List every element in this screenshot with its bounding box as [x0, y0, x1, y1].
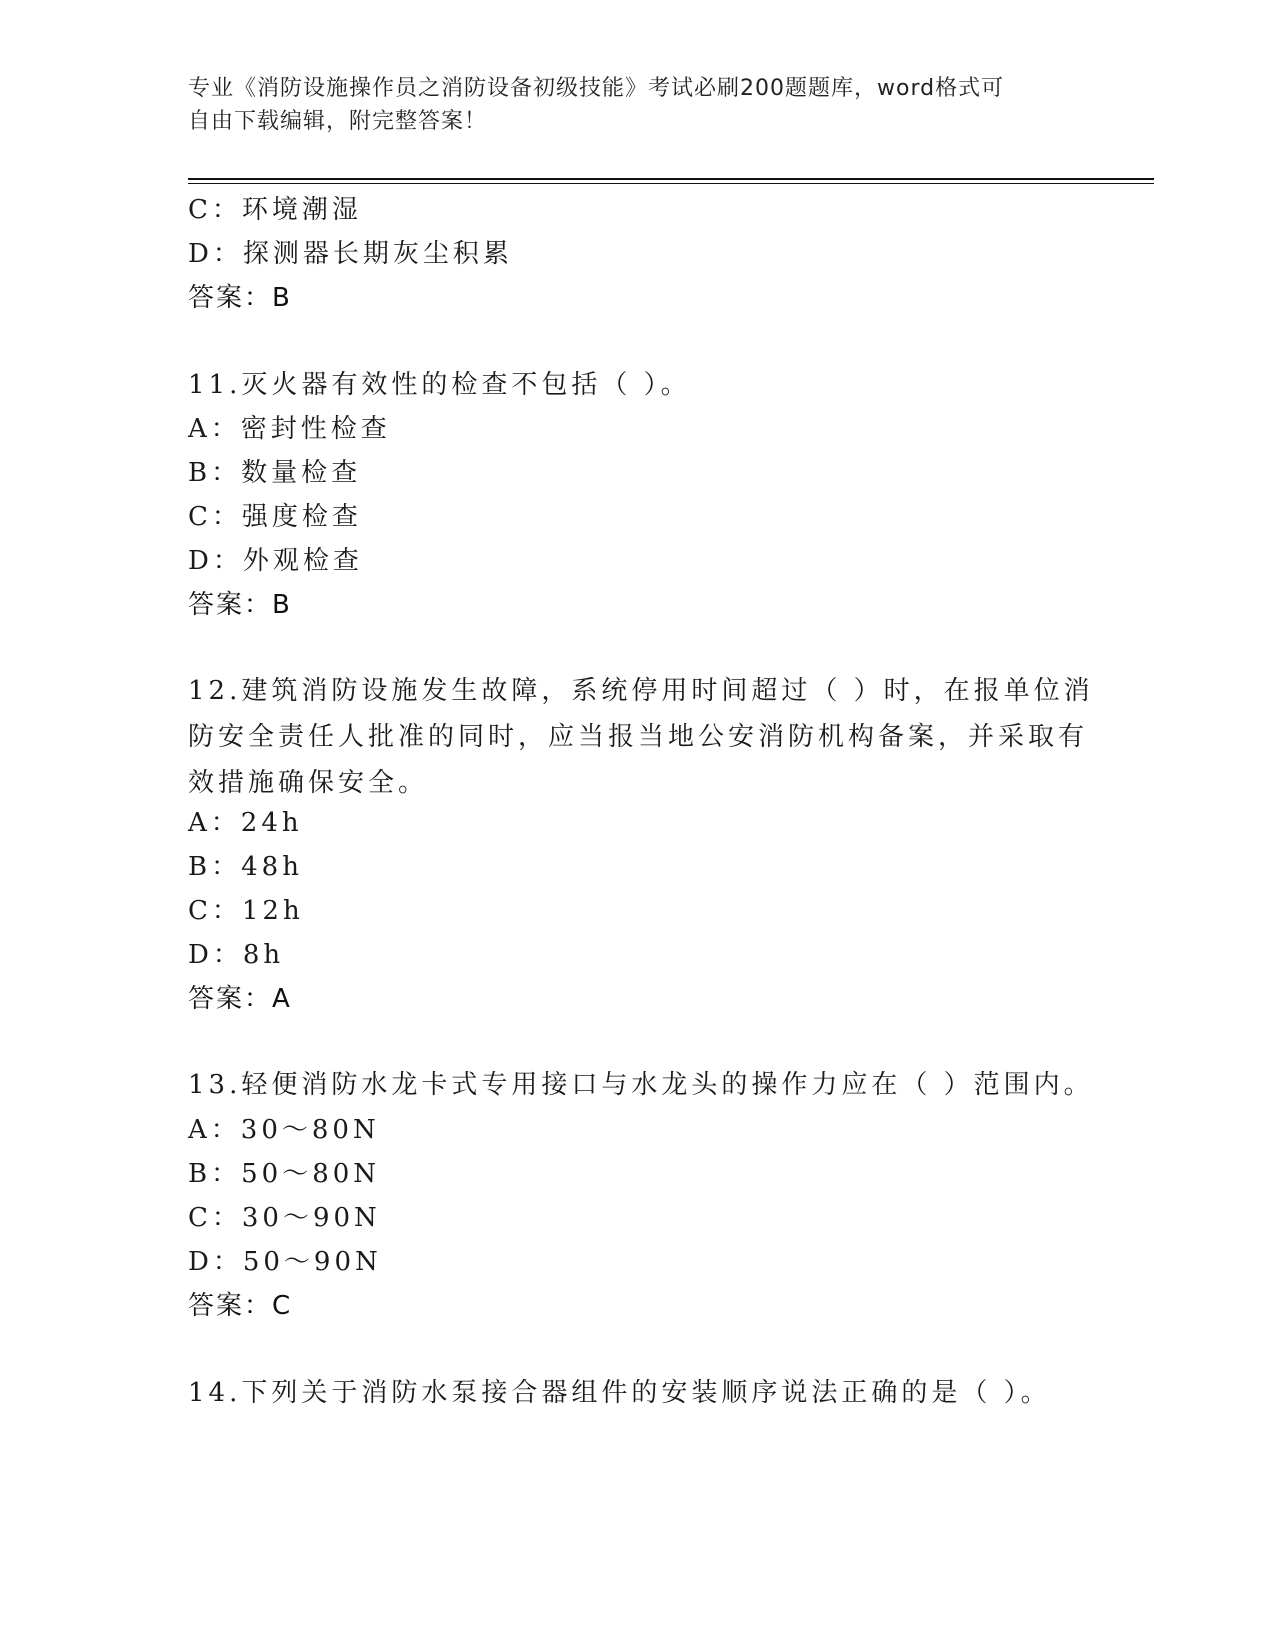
question-stem: 11.灭火器有效性的检查不包括（ ）。	[188, 370, 691, 400]
answer: 答案：A	[188, 984, 292, 1014]
answer: 答案：B	[188, 283, 292, 313]
answer: 答案：C	[188, 1291, 293, 1321]
document-title-line-1: 专业《消防设施操作员之消防设备初级技能》考试必刷200题题库，word格式可	[188, 76, 1005, 101]
option-b: B：50～80N	[188, 1159, 381, 1189]
option-d: D：探测器长期灰尘积累	[188, 239, 513, 269]
option-c: C：30～90N	[188, 1203, 381, 1233]
document-title	[188, 72, 1088, 138]
answer: 答案：B	[188, 590, 292, 620]
question-stem	[188, 668, 1094, 806]
question-stem: 14.下列关于消防水泵接合器组件的安装顺序说法正确的是（ ）。	[188, 1378, 1051, 1408]
question-stem-line-3: 效措施确保安全。	[188, 768, 429, 798]
question-stem-line-1: 12.建筑消防设施发生故障，系统停用时间超过（ ）时，在报单位消	[188, 676, 1094, 706]
option-a: A：24h	[188, 808, 303, 838]
option-c: C：环境潮湿	[188, 195, 362, 225]
option-d: D：8h	[188, 940, 285, 970]
header-divider-thin	[188, 183, 1154, 184]
option-d: D：50～90N	[188, 1247, 382, 1277]
option-b: B：48h	[188, 852, 303, 882]
option-a: A：密封性检查	[188, 414, 391, 444]
option-c: C：12h	[188, 896, 304, 926]
question-stem: 13.轻便消防水龙卡式专用接口与水龙头的操作力应在（ ）范围内。	[188, 1070, 1094, 1100]
option-d: D：外观检查	[188, 546, 363, 576]
document-title-line-2: 自由下载编辑，附完整答案！	[188, 109, 488, 134]
question-stem-line-2: 防安全责任人批准的同时，应当报当地公安消防机构备案，并采取有	[188, 722, 1089, 752]
option-a: A：30～80N	[188, 1115, 380, 1145]
option-b: B：数量检查	[188, 458, 362, 488]
header-divider-thick	[188, 178, 1154, 180]
option-c: C：强度检查	[188, 502, 362, 532]
